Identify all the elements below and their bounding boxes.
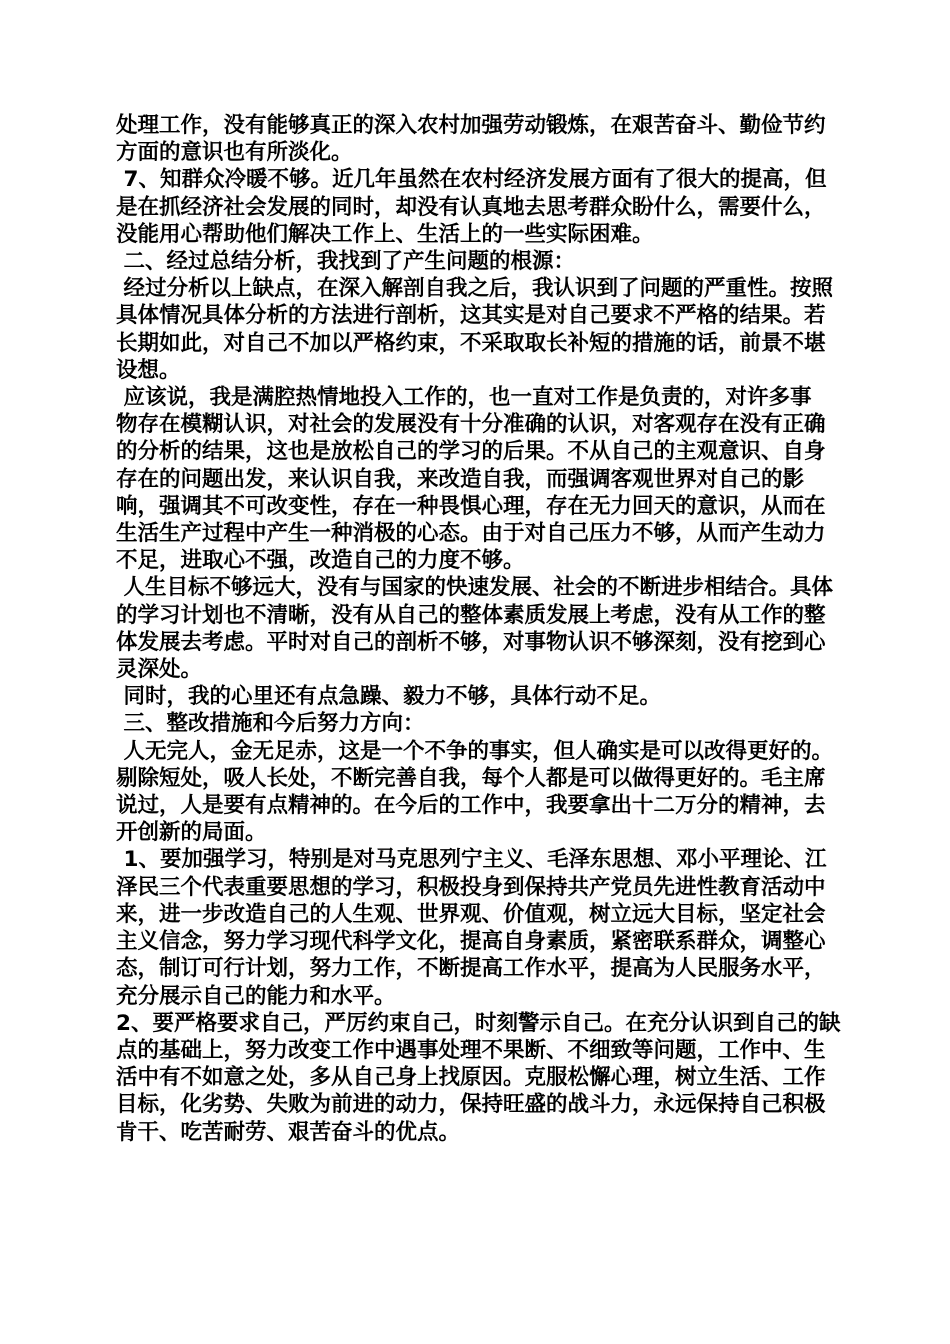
paragraph-life-goals: 人生目标不够远大，没有与国家的快速发展、社会的不断进步相结合。具体的学习计划也不清晰，没有从自己的整体素质发展上考虑，没有从工作的整体发展去考虑。平时对自己的剖析不够，对事物认识不够深刻，没有挖到心灵深处。: [116, 575, 834, 683]
paragraph-analysis: 经过分析以上缺点，在深入解剖自我之后，我认识到了问题的严重性。按照具体情况具体分析的方法进行剖析，这其实是对自己要求不严格的结果。若长期如此，对自己不加以严格约束，不采取取长补短的措施的话，前景不堪设想。: [116, 276, 834, 383]
document-body: [116, 112, 846, 1146]
paragraph-impatience: 同时，我的心里还有点急躁、毅力不够，具体行动不足。: [116, 684, 662, 710]
paragraph-no-one-perfect: 人无完人，金无足赤，这是一个不争的事实，但人确实是可以改得更好的。剔除短处，吸人长处，不断完善自我，每个人都是可以做得更好的。毛主席说过，人是要有点精神的。在今后的工作中，我要拿出十二万分的精神，去开创新的局面。: [116, 738, 834, 846]
paragraph-vague-understanding: 物存在模糊认识，对社会的发展没有十分准确的认识，对客观存在没有正确的分析的结果，这也是放松自己的学习的后果。不从自己的主观意识、自身存在的问题出发，来认识自我，来改造自我，而强调客观世界对自己的影响，强调其不可改变性，存在一种畏惧心理，存在无力回天的意识，从而在生活生产过程中产生一种消极的心态。由于对自己压力不够，从而产生动力不足，进取心不强，改造自己的力度不够。: [116, 412, 826, 574]
paragraph-item-1-study: 1、要加强学习，特别是对马克思列宁主义、毛泽东思想、邓小平理论、江泽民三个代表重要思想的学习，积极投身到保持共产党员先进性教育活动中来，进一步改造自己的人生观、世界观、价值观，树立远大目标，坚定社会主义信念，努力学习现代科学文化，提高自身素质，紧密联系群众，调整心态，制订可行计划，努力工作，不断提高工作水平，提高为人民服务水平，充分展示自己的能力和水平。: [116, 847, 827, 1009]
paragraph-hardship-awareness: 处理工作，没有能够真正的深入农村加强劳动锻炼，在艰苦奋斗、勤俭节约方面的意识也有所淡化。: [116, 113, 826, 166]
paragraph-item-2-self-discipline: 2、要严格要求自己，严厉约束自己，时刻警示自己。在充分认识到自己的缺点的基础上，努力改变工作中遇事处理不果断、不细致等问题，工作中、生活中有不如意之处，多从自己身上找原因。克服松懈心理，树立生活、工作目标，化劣势、失败为前进的动力，保持旺盛的战斗力，永远保持自己积极肯干、吃苦耐劳、艰苦奋斗的优点。: [116, 1010, 841, 1145]
section-heading-3-measures: 三、整改措施和今后努力方向：: [116, 711, 425, 737]
paragraph-item-7-masses: 7、知群众冷暖不够。近几年虽然在农村经济发展方面有了很大的提高，但是在抓经济社会发展的同时，却没有认真地去思考群众盼什么，需要什么，没能用心帮助他们解决工作上、生活上的一些实际困难。: [116, 167, 827, 247]
paragraph-enthusiasm: 应该说，我是满腔热情地投入工作的，也一直对工作是负责的，对许多事: [116, 385, 812, 411]
section-heading-2-root-causes: 二、经过总结分析，我找到了产生问题的根源：: [116, 249, 576, 275]
